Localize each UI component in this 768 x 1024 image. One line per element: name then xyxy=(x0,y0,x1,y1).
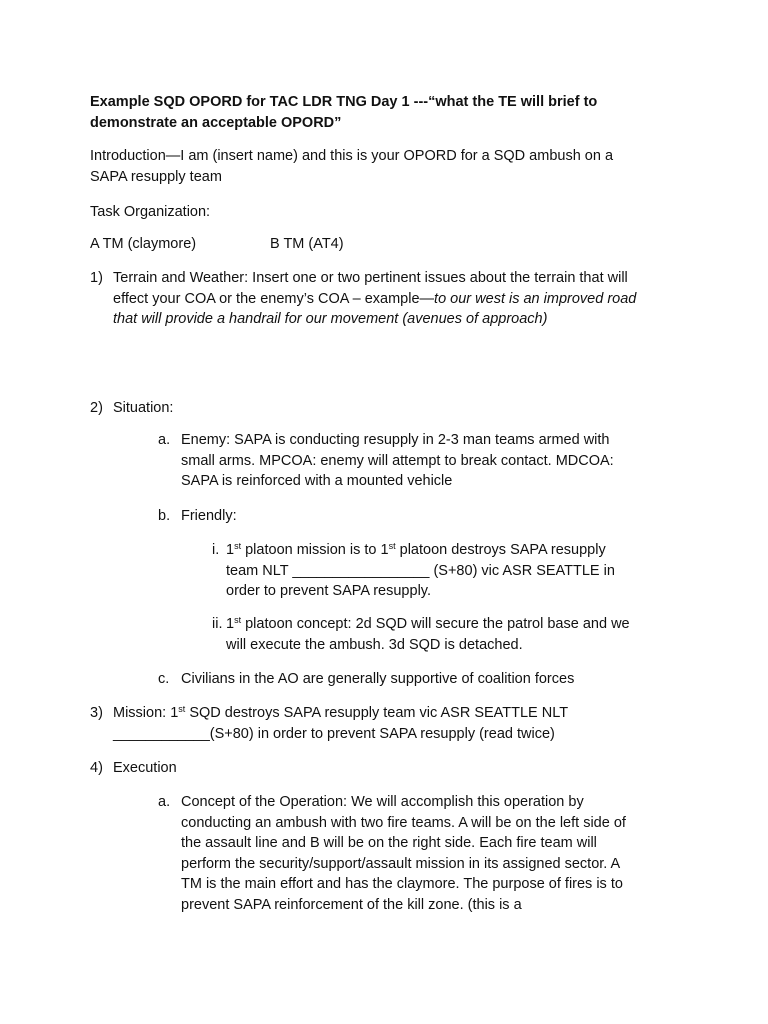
text-run: platoon destroys SAPA resupply team NLT _________________ (S+80) vic ASR SEATTLE in order to prevent SAPA resupply. xyxy=(226,542,615,599)
platoon-mission-paragraph xyxy=(226,540,636,602)
ordinal-suffix: st xyxy=(178,704,186,714)
item-number: 3) xyxy=(90,705,103,721)
item-number: 2) xyxy=(90,400,103,416)
sub-item-letter: c. xyxy=(158,671,170,687)
terrain-weather-example: to our west is an improved road that will provide a handrail for our movement (avenues of approach) xyxy=(113,290,637,327)
document-title: Example SQD OPORD for TAC LDR TNG Day 1 ---“what the TE will brief to demonstrate an acceptable OPORD” xyxy=(90,94,598,131)
platoon-concept-paragraph xyxy=(226,614,638,655)
concept-of-operation-paragraph: Concept of the Operation: We will accomplish this operation by conducting an ambush with two fire teams. A will be on the left side of the assault line and B will be on the right side. Each fire team will perform the security/support/assault mission in its assigned sector. A TM is the main effort and has the claymore. The purpose of fires is to prevent SAPA reinforcement of the kill zone. (this is a xyxy=(181,794,626,913)
roman-numeral: ii. xyxy=(212,616,223,632)
ordinal-suffix: st xyxy=(234,541,242,551)
text-run: Mission: 1 xyxy=(113,705,179,721)
team-b: B TM (AT4) xyxy=(270,236,344,252)
text-run: 1 xyxy=(226,616,235,632)
task-organization-heading: Task Organization: xyxy=(90,204,211,220)
roman-numeral: i. xyxy=(212,542,220,558)
task-organization-teams xyxy=(90,234,638,255)
civilians-paragraph: Civilians in the AO are generally supportive of coalition forces xyxy=(181,671,575,687)
team-a: A TM (claymore) xyxy=(90,236,197,252)
mission-paragraph xyxy=(113,703,638,744)
terrain-weather-paragraph xyxy=(113,268,638,330)
sub-item-letter: a. xyxy=(158,794,171,810)
item-number: 4) xyxy=(90,760,103,776)
item-number: 1) xyxy=(90,270,103,286)
introduction-paragraph: Introduction—I am (insert name) and this is your OPORD for a SQD ambush on a SAPA resupply team xyxy=(90,148,614,185)
ordinal-suffix: st xyxy=(388,541,396,551)
execution-heading: Execution xyxy=(113,760,177,776)
enemy-paragraph: Enemy: SAPA is conducting resupply in 2-3 man teams armed with small arms. MPCOA: enemy will attempt to break contact. MDCOA: SAPA is reinforced with a mounted vehicle xyxy=(181,432,614,489)
text-run: SQD destroys SAPA resupply team vic ASR SEATTLE NLT ____________(S+80) in order to prevent SAPA resupply (read twice) xyxy=(113,705,568,742)
situation-heading: Situation: xyxy=(113,400,174,416)
ordinal-suffix: st xyxy=(234,615,242,625)
sub-item-letter: b. xyxy=(158,508,171,524)
sub-item-letter: a. xyxy=(158,432,171,448)
text-run: 1 xyxy=(226,542,235,558)
text-run: platoon mission is to 1 xyxy=(241,542,389,558)
text-run: platoon concept: 2d SQD will secure the patrol base and we will execute the ambush. 3d SQD is detached. xyxy=(226,616,630,653)
terrain-weather-text: Terrain and Weather: Insert one or two pertinent issues about the terrain that will effect your COA or the enemy’s COA – example— xyxy=(113,270,628,307)
friendly-heading: Friendly: xyxy=(181,508,237,524)
